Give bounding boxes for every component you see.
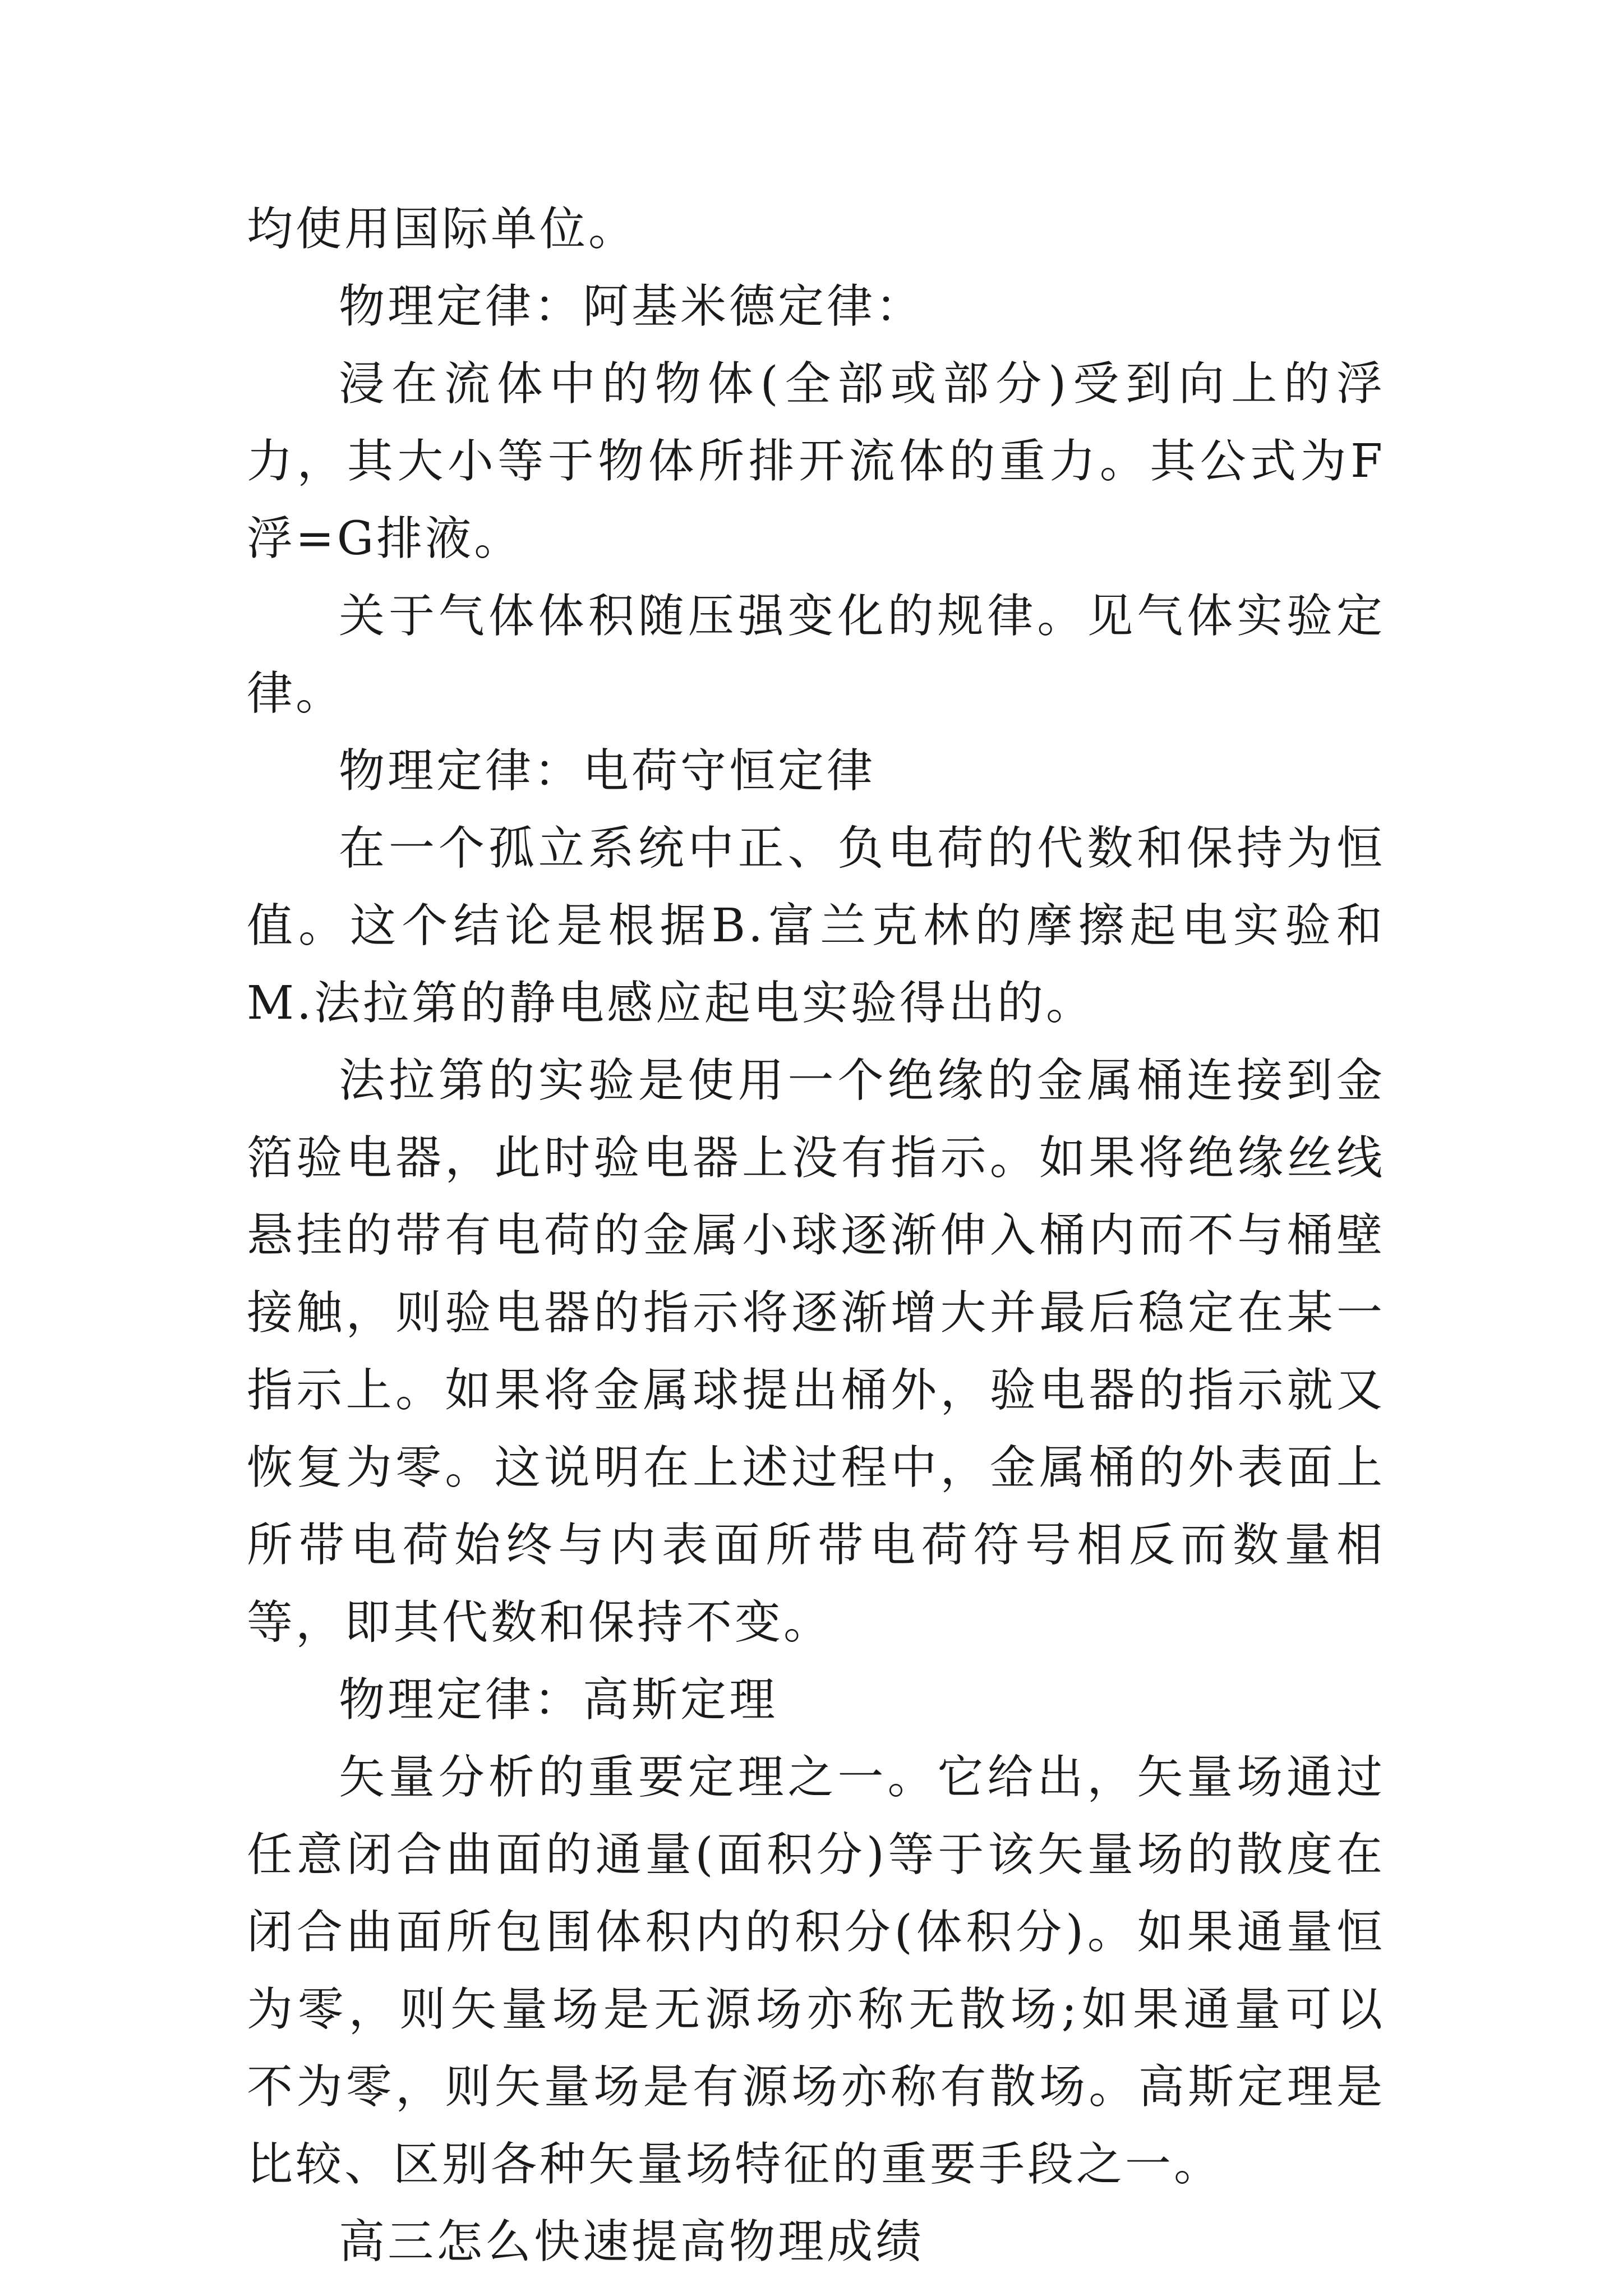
heading-gauss-theorem: 物理定律：高斯定理 [339, 1673, 778, 1727]
heading-charge-conservation: 物理定律：电荷守恒定律 [339, 744, 876, 798]
paragraph-charge-conservation: 在一个孤立系统中正、负电荷的代数和保持为恒值。这个结论是根据B.富兰克林的摩擦起电实验和M.法拉第的静电感应起电实验得出的。 [247, 822, 1385, 1030]
document-body [247, 191, 1385, 2281]
section-title-improve-physics: 高三怎么快速提高物理成绩 [339, 2215, 925, 2269]
heading-archimedes-law: 物理定律：阿基米德定律： [339, 280, 925, 333]
paragraph-archimedes: 浸在流体中的物体(全部或部分)受到向上的浮力，其大小等于物体所排开流体的重力。其公式为F浮=G排液。 [247, 357, 1385, 565]
paragraph-faraday-experiment: 法拉第的实验是使用一个绝缘的金属桶连接到金箔验电器，此时验电器上没有指示。如果将绝缘丝线悬挂的带有电荷的金属小球逐渐伸入桶内而不与桶壁接触，则验电器的指示将逐渐增大并最后稳定在某一指示上。如果将金属球提出桶外，验电器的指示就又恢复为零。这说明在上述过程中，金属桶的外表面上所带电荷始终与内表面所带电荷符号相反而数量相等，即其代数和保持不变。 [247, 1054, 1385, 1649]
paragraph-gas-law-note: 关于气体体积随压强变化的规律。见气体实验定律。 [247, 590, 1385, 720]
paragraph-gauss-theorem: 矢量分析的重要定理之一。它给出，矢量场通过任意闭合曲面的通量(面积分)等于该矢量场的散度在闭合曲面所包围体积内的积分(体积分)。如果通量恒为零，则矢量场是无源场亦称无散场;如果通量可以不为零，则矢量场是有源场亦称有散场。高斯定理是比较、区别各种矢量场特征的重要手段之一。 [247, 1751, 1385, 2191]
paragraph-continuation: 均使用国际单位。 [247, 203, 638, 256]
